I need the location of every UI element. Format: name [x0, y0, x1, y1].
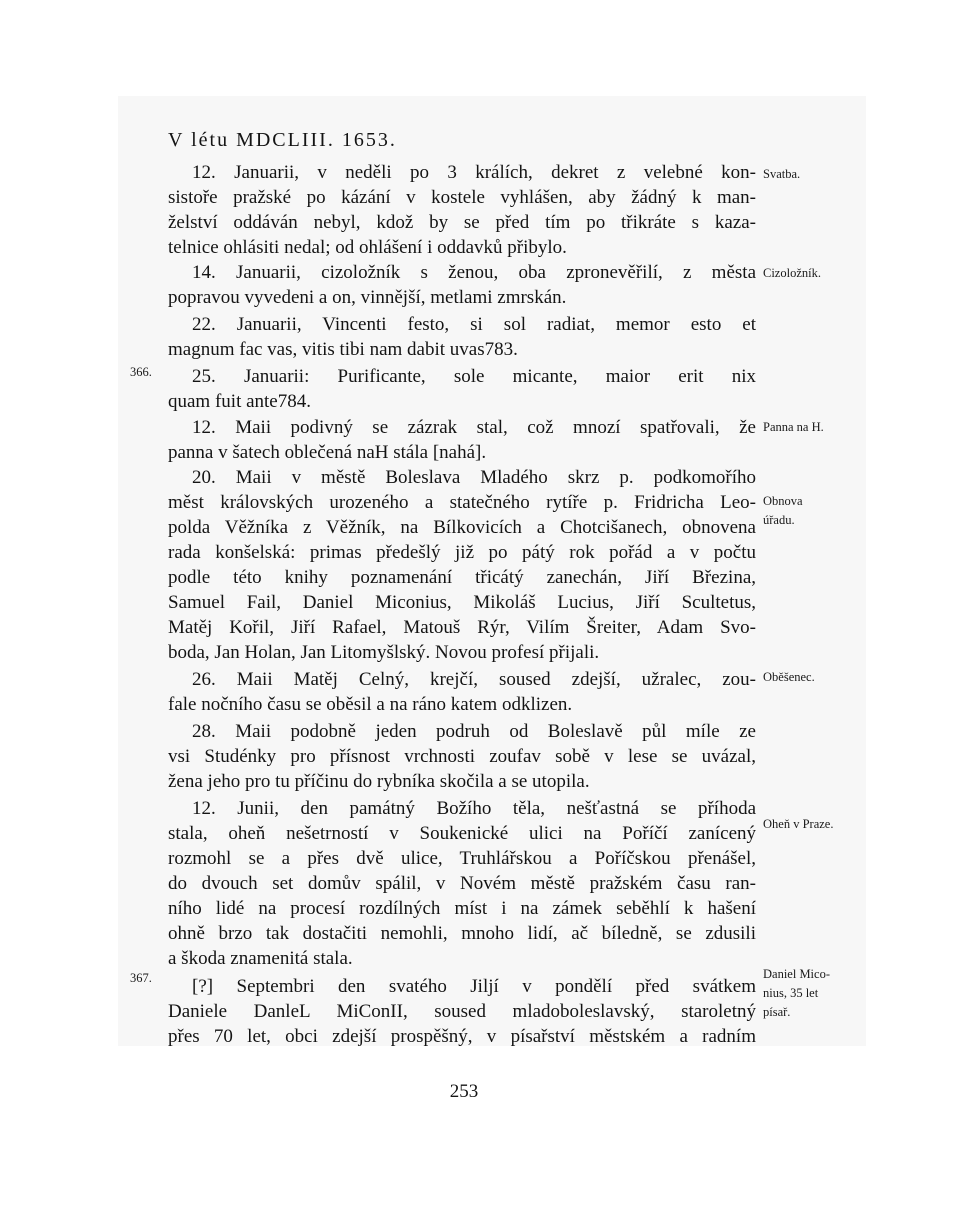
text-line: 12. Maii podivný se zázrak stal, což mnozí spatřovali, že: [192, 417, 756, 438]
text-line: Matěj Kořil, Jiří Rafael, Matouš Rýr, Vilím Šreiter, Adam Svo-: [168, 617, 756, 638]
text-line: sistoře pražské po kázání v kostele vyhlášen, aby žádný k man-: [168, 187, 756, 208]
text-line: vsi Studénky pro přísnost vrchnosti zoufav sobě v lese se uvázal,: [168, 746, 756, 767]
original-page-ref: 367.: [130, 971, 152, 985]
margin-note: Oběšenec.: [763, 670, 815, 684]
text-line: fale nočního času se oběsil a na ráno katem odklizen.: [168, 694, 573, 715]
margin-note: Panna na H.: [763, 420, 824, 434]
text-line: 26. Maii Matěj Celný, krejčí, soused zdejší, užralec, zou-: [192, 669, 756, 690]
text-line: boda, Jan Holan, Jan Litomyšlský. Novou profesí přijali.: [168, 642, 600, 663]
margin-note: Cizoložník.: [763, 266, 821, 280]
margin-note: Svatba.: [763, 167, 801, 181]
margin-note: písař.: [763, 1005, 791, 1019]
margin-note: Daniel Mico-: [763, 967, 830, 981]
margin-note: úřadu.: [763, 513, 795, 527]
text-line: 25. Januarii: Purificante, sole micante, maior erit nix: [192, 366, 756, 387]
text-line: 28. Maii podobně jeden podruh od Boleslavě půl míle ze: [192, 721, 756, 742]
text-line: stala, oheň nešetrností v Soukenické ulici na Poříčí zanícený: [168, 823, 756, 844]
text-line: rada konšelská: primas předešlý již po pátý rok pořád a v počtu: [168, 542, 756, 563]
text-line: 14. Januarii, cizoložník s ženou, oba zpronevěřilí, z města: [192, 262, 756, 283]
text-line: rozmohl se a přes dvě ulice, Truhlářskou a Poříčskou přenášel,: [168, 848, 756, 869]
text-line: panna v šatech oblečená naH stála [nahá].: [168, 442, 487, 463]
text-line: Daniele DanleL MiConII, soused mladoboleslavský, staroletný: [168, 1001, 756, 1022]
text-line: 12. Junii, den památný Božího těla, nešťastná se příhoda: [192, 798, 756, 819]
text-line: 12. Januarii, v neděli po 3 králích, dekret z velebné kon-: [192, 162, 756, 183]
text-line: podle této knihy poznamenání třicátý zanechán, Jiří Březina,: [168, 567, 756, 588]
text-line: telnice ohlásiti nedal; od ohlášení i oddavků přibylo.: [168, 237, 567, 258]
margin-note: nius, 35 let: [763, 986, 819, 1000]
text-line: popravou vyvedeni a on, vinnější, metlami zmrskán.: [168, 287, 567, 308]
text-line: 22. Januarii, Vincenti festo, si sol radiat, memor esto et: [192, 314, 756, 335]
text-line: želství oddáván nebyl, kdož by se před tím po třikráte s kaza-: [168, 212, 756, 233]
text-line: quam fuit ante784.: [168, 391, 311, 412]
original-page-ref: 366.: [130, 365, 152, 379]
margin-note: Oheň v Praze.: [763, 817, 834, 831]
text-line: přes 70 let, obci zdejší prospěšný, v písařství městském a radním: [168, 1026, 756, 1047]
text-line: 20. Maii v městě Boleslava Mladého skrz p. podkomořího: [192, 467, 756, 488]
page-heading: V létu MDCLIII. 1653.: [168, 129, 397, 151]
text-line: měst královských urozeného a statečného rytíře p. Fridricha Leo-: [168, 492, 756, 513]
text-line: do dvouch set domův spálil, v Novém městě pražském času ran-: [168, 873, 756, 894]
text-line: a škoda znamenitá stala.: [168, 948, 353, 969]
text-line: Samuel Fail, Daniel Miconius, Mikoláš Lucius, Jiří Scultetus,: [168, 592, 756, 613]
text-line: ního lidé na procesí rozdílných míst i na zámek seběhlí k hašení: [168, 898, 756, 919]
page-number: 253: [449, 1081, 479, 1102]
text-line: polda Věžníka z Věžník, na Bílkovicích a Chotcišanech, obnovena: [168, 517, 756, 538]
text-line: žena jeho pro tu příčinu do rybníka skočila a se utopila.: [168, 771, 590, 792]
text-line: ohně brzo tak dostačiti nemohli, mnoho lidí, ač bíledně, se zdusili: [168, 923, 756, 944]
text-line: magnum fac vas, vitis tibi nam dabit uvas783.: [168, 339, 518, 360]
margin-note: Obnova: [763, 494, 803, 508]
text-line: [?] Septembri den svatého Jiljí v pondělí před svátkem: [192, 976, 756, 997]
